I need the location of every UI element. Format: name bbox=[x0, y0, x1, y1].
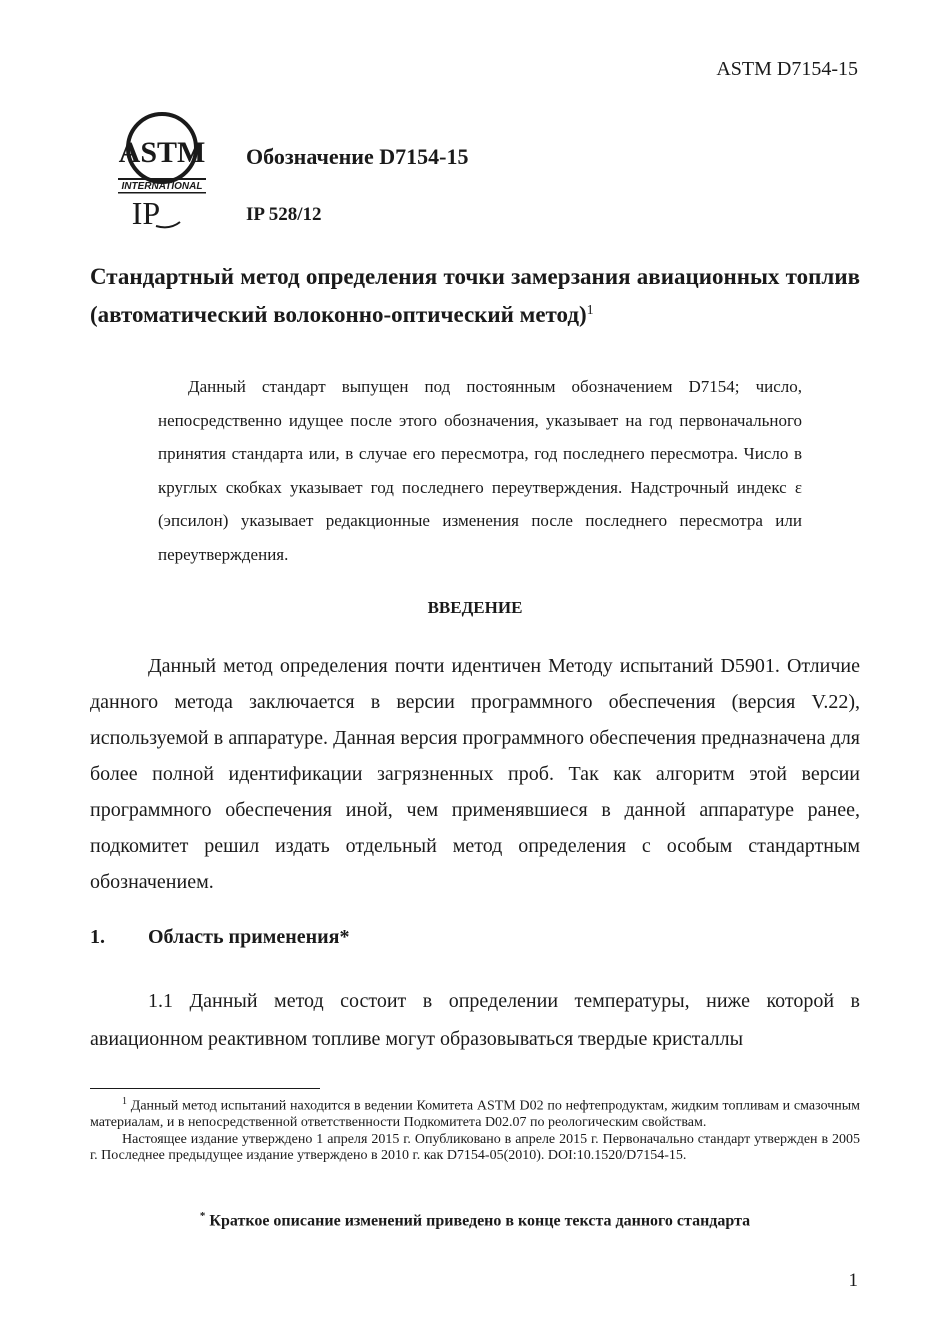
summary-of-changes-note bbox=[0, 1210, 950, 1230]
footnotes bbox=[90, 1094, 860, 1165]
designation-notice: Данный стандарт выпущен под постоянным обозначением D7154; число, непосредственно идущее после этого обозначения, указывает на год первоначального принятия стандарта или, в случае его пересмотра, год последнего пересмотра. Число в круглых скобках указывает год последнего переутверждения. Надстрочный индекс ε (эпсилон) указывает редакционные изменения после последнего пересмотра или переутверждения. bbox=[158, 377, 802, 564]
introduction-text: Данный метод определения почти идентичен Методу испытаний D5901. Отличие данного метода заключается в версии программного обеспечения (версия V.22), используемой в аппаратуре. Данная версия программного обеспечения предназначена для более полной идентификации загрязненных проб. Так как алгоритм этой версии программного обеспечения иной, чем применявшиеся в данной аппаратуре ранее, подкомитет решил издать отдельный метод определения с особым стандартным обозначением. bbox=[90, 655, 860, 893]
title-footnote-mark: 1 bbox=[586, 303, 594, 318]
running-head: ASTM D7154-15 bbox=[716, 58, 858, 80]
ip-code: IP 528/12 bbox=[246, 204, 322, 225]
logo-international: INTERNATIONAL bbox=[121, 181, 203, 192]
summary-text: Краткое описание изменений приведено в конце текста данного стандарта bbox=[209, 1212, 751, 1230]
footnote-divider bbox=[90, 1088, 320, 1089]
standard-designation: Обозначение D7154-15 bbox=[246, 144, 469, 169]
paragraph-1-1: 1.1 Данный метод состоит в определении температуры, ниже которой в авиационном реактивном топливе могут образовываться твердые кристаллы bbox=[90, 990, 860, 1050]
section-1-title: Область применения* bbox=[148, 926, 350, 948]
page-number: 1 bbox=[848, 1270, 858, 1291]
logo-ip-letters: IP bbox=[131, 195, 161, 231]
edition-note: Настоящее издание утверждено 1 апреля 2015 г. Опубликовано в апреле 2015 г. Первоначально стандарт утвержден в 2005 г. Последнее предыдущее издание утверждено в 2010 г. как D7154-05(2010). DOI:10.1520/D7154-15. bbox=[90, 1131, 860, 1164]
footnote-1 bbox=[90, 1094, 860, 1132]
astm-logo bbox=[118, 112, 206, 237]
astm-ip-logo-graphic bbox=[118, 112, 206, 232]
document-title bbox=[90, 258, 860, 334]
summary-mark: * bbox=[199, 1210, 206, 1222]
section-1-heading bbox=[90, 926, 350, 949]
introduction-heading: ВВЕДЕНИЕ bbox=[427, 598, 523, 617]
section-1-number: 1. bbox=[90, 926, 105, 948]
logo-astm-letters: ASTM bbox=[118, 136, 206, 169]
footnote-1-text: Данный метод испытаний находится в ведении Комитета ASTM D02 по нефтепродуктам, жидким топливам и смазочным материалам, и в непосредственной ответственности Подкомитета D02.07 по реологическим свойствам. bbox=[90, 1098, 861, 1131]
footnote-1-mark: 1 bbox=[122, 1096, 127, 1107]
title-text: Стандартный метод определения точки замерзания авиационных топлив (автоматический волоконно-оптический метод) bbox=[90, 264, 860, 327]
